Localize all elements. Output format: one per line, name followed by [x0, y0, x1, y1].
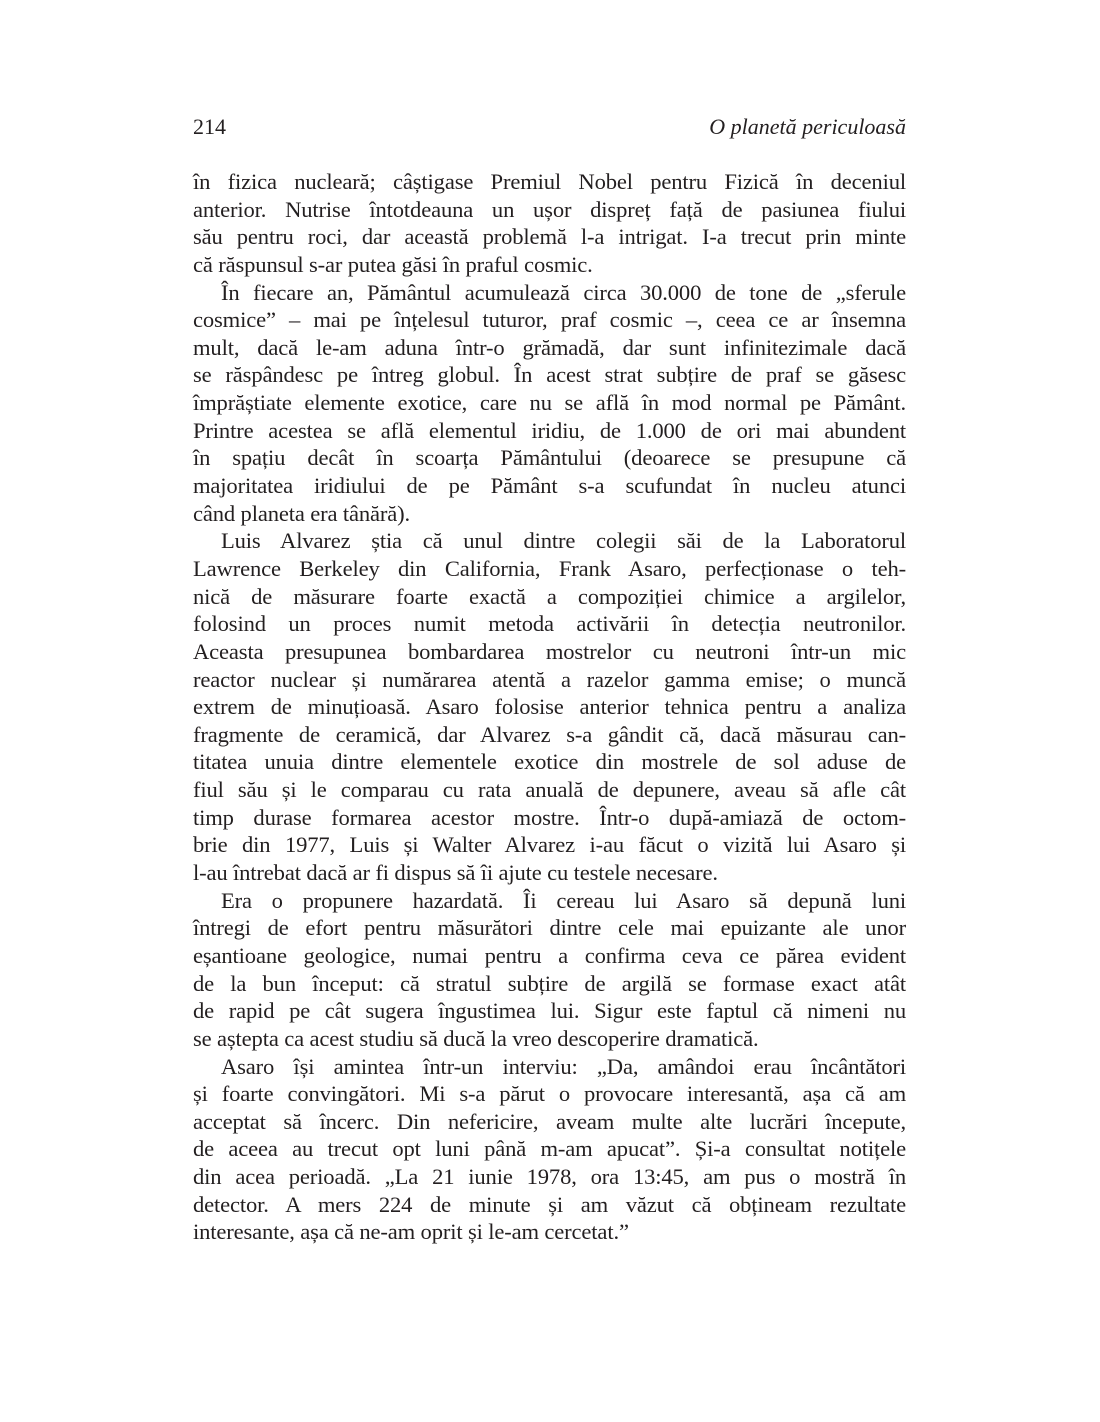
text-line: l-au întrebat dacă ar fi dispus să îi ajute cu testele necesare. [193, 860, 718, 886]
text-line: reactor nuclear și numărarea atentă a razelor gamma emise; o muncă [193, 666, 906, 692]
body-text [193, 168, 906, 1246]
text-line: său pentru roci, dar această problemă l-a intrigat. I-a trecut prin minte [193, 224, 906, 250]
text-line: Asaro își amintea într-un interviu: „Da, amândoi erau încântători [221, 1053, 906, 1079]
text-line: Era o propunere hazardată. Îi cereau lui Asaro să depună luni [221, 887, 906, 913]
text-line: În fiecare an, Pământul acumulează circa 30.000 de tone de „sferule [221, 279, 906, 305]
paragraph [193, 279, 906, 528]
text-line: detector. A mers 224 de minute și am văzut că obțineam rezultate [193, 1191, 906, 1217]
paragraph [193, 168, 906, 279]
text-line: mult, dacă le-am aduna într-o grămadă, dar sunt infinitezimale dacă [193, 334, 906, 360]
text-line: titatea unuia dintre elementele exotice din mostrele de sol aduse de [193, 749, 906, 775]
paragraph [193, 1053, 906, 1246]
text-line: majoritatea iridiului de pe Pământ s-a scufundat în nucleu atunci [193, 473, 906, 499]
text-line: folosind un proces numit metoda activării în detecția neutronilor. [193, 611, 906, 637]
text-line: Luis Alvarez știa că unul dintre colegii săi de la Laboratorul [221, 528, 906, 554]
text-line: timp durase formarea acestor mostre. Într-o după-amiază de octom- [193, 804, 906, 830]
text-line: și foarte convingători. Mi s-a părut o provocare interesantă, așa că am [193, 1081, 906, 1107]
text-line: Lawrence Berkeley din California, Frank Asaro, perfecționase o teh- [193, 555, 906, 581]
text-line: se răspândesc pe întreg globul. În acest strat subțire de praf se găsesc [193, 362, 906, 388]
text-line: Aceasta presupunea bombardarea mostrelor cu neutroni într-un mic [193, 638, 906, 664]
text-line: de rapid pe cât sugera îngustimea lui. Sigur este faptul că nimeni nu [193, 998, 906, 1024]
text-line: din acea perioadă. „La 21 iunie 1978, ora 13:45, am pus o mostră în [193, 1164, 906, 1190]
page-number: 214 [193, 114, 226, 139]
text-line: eșantioane geologice, numai pentru a confirma ceva ce părea evident [193, 942, 906, 968]
text-line: fiul său și le comparau cu rata anuală de depunere, aveau să afle cât [193, 777, 906, 803]
text-line: se aștepta ca acest studiu să ducă la vreo descoperire dramatică. [193, 1025, 759, 1051]
text-line: cosmice” – mai pe înțelesul tuturor, praf cosmic –, ceea ce ar însemna [193, 307, 906, 333]
text-line: în spațiu decât în scoarța Pământului (deoarece se presupune că [193, 445, 906, 471]
text-line: întregi de efort pentru măsurători dintre cele mai epuizante ale unor [193, 915, 906, 941]
text-line: când planeta era tânără). [193, 500, 411, 526]
text-line: fragmente de ceramică, dar Alvarez s-a gândit că, dacă măsurau can- [193, 721, 906, 747]
text-line: interesante, așa că ne-am oprit și le-am cercetat.” [193, 1219, 629, 1245]
text-line: de la bun început: că stratul subțire de argilă se formase exact atât [193, 970, 906, 996]
text-line: acceptat să încerc. Din nefericire, aveam multe alte lucrări începute, [193, 1108, 906, 1134]
text-line: extrem de minuțioasă. Asaro folosise anterior tehnica pentru a analiza [193, 694, 906, 720]
text-line: nică de măsurare foarte exactă a compoziției chimice a argilelor, [193, 583, 906, 609]
text-line: anterior. Nutrise întotdeauna un ușor dispreț față de pasiunea fiului [193, 196, 906, 222]
text-line: Printre acestea se află elementul iridiu, de 1.000 de ori mai abundent [193, 417, 906, 443]
text-line: în fizica nucleară; câștigase Premiul Nobel pentru Fizică în deceniul [193, 169, 906, 194]
text-line: împrăștiate elemente exotice, care nu se află în mod normal pe Pământ. [193, 390, 906, 416]
text-line: că răspunsul s-ar putea găsi în praful cosmic. [193, 251, 593, 277]
text-line: de aceea au trecut opt luni până m-am apucat”. Și-a consultat notițele [193, 1136, 906, 1162]
running-header [193, 112, 906, 142]
paragraph [193, 527, 906, 886]
book-page [193, 112, 906, 1246]
paragraph [193, 887, 906, 1053]
running-title: O planetă periculoasă [709, 114, 906, 139]
text-line: brie din 1977, Luis și Walter Alvarez i-au făcut o vizită lui Asaro și [193, 832, 906, 858]
